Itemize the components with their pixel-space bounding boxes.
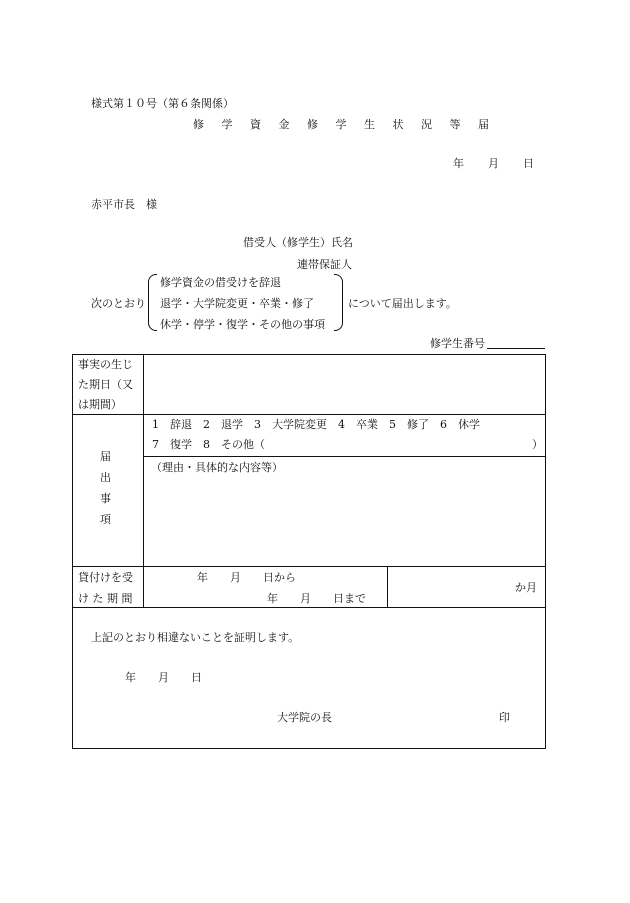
fact-date-label-3: は期間） — [78, 398, 122, 411]
matters-label-2: 出 — [100, 471, 111, 484]
loan-period-label-1: 貸付けを受 — [78, 571, 133, 584]
loan-period-from[interactable]: 年 月 日から — [197, 571, 296, 584]
seal-mark: 印 — [499, 711, 510, 724]
reason-label: （理由・具体的な内容等） — [151, 461, 283, 474]
matter-options-line-2[interactable]: 7 復学 8 その他（ — [152, 438, 265, 451]
row-divider-3 — [72, 607, 546, 608]
date-year: 年 — [453, 157, 464, 170]
left-bracket — [148, 274, 157, 331]
date-month: 月 — [488, 157, 499, 170]
form-number: 様式第１０号（第６条関係） — [91, 97, 234, 110]
matters-label-4: 項 — [100, 513, 111, 526]
notice-option-3: 休学・停学・復学・その他の事項 — [160, 318, 325, 331]
form-title: 修 学 資 金 修 学 生 状 況 等 届 — [193, 118, 496, 131]
date-day: 日 — [523, 157, 534, 170]
notice-suffix: について届出します。 — [348, 297, 457, 310]
signer-label: 大学院の長 — [277, 711, 332, 724]
matters-label-1: 届 — [100, 450, 111, 463]
student-number-label: 修学生番号 — [430, 337, 485, 350]
certification-statement: 上記のとおり相違ないことを証明します。 — [91, 631, 300, 644]
loan-period-to[interactable]: 年 月 日まで — [267, 592, 366, 605]
loan-months[interactable]: か月 — [515, 581, 537, 594]
months-column-divider — [387, 566, 388, 607]
other-close-paren: ） — [532, 438, 543, 451]
certification-date[interactable]: 年 月 日 — [125, 671, 202, 684]
reason-input[interactable] — [144, 476, 545, 565]
notice-option-2: 退学・大学院変更・卒業・修了 — [160, 297, 314, 310]
notice-option-1: 修学資金の借受けを辞退 — [160, 276, 281, 289]
right-bracket — [334, 274, 343, 331]
guarantor-label: 連帯保証人 — [297, 258, 352, 271]
fact-date-input[interactable] — [144, 355, 545, 413]
addressee: 赤平市長 様 — [91, 198, 157, 211]
matters-label-3: 事 — [100, 492, 111, 505]
notice-prefix: 次のとおり — [91, 297, 146, 310]
fact-date-label-2: た期日（又 — [78, 378, 133, 391]
loan-period-label-2: け た 期 間 — [78, 592, 133, 605]
student-number-field[interactable] — [487, 348, 545, 349]
fact-date-label-1: 事実の生じ — [78, 358, 133, 371]
matter-options-line-1[interactable]: 1 辞退 2 退学 3 大学院変更 4 卒業 5 修了 6 休学 — [152, 418, 480, 431]
row-divider-options — [143, 456, 546, 457]
borrower-label: 借受人（修学生）氏名 — [243, 236, 353, 249]
